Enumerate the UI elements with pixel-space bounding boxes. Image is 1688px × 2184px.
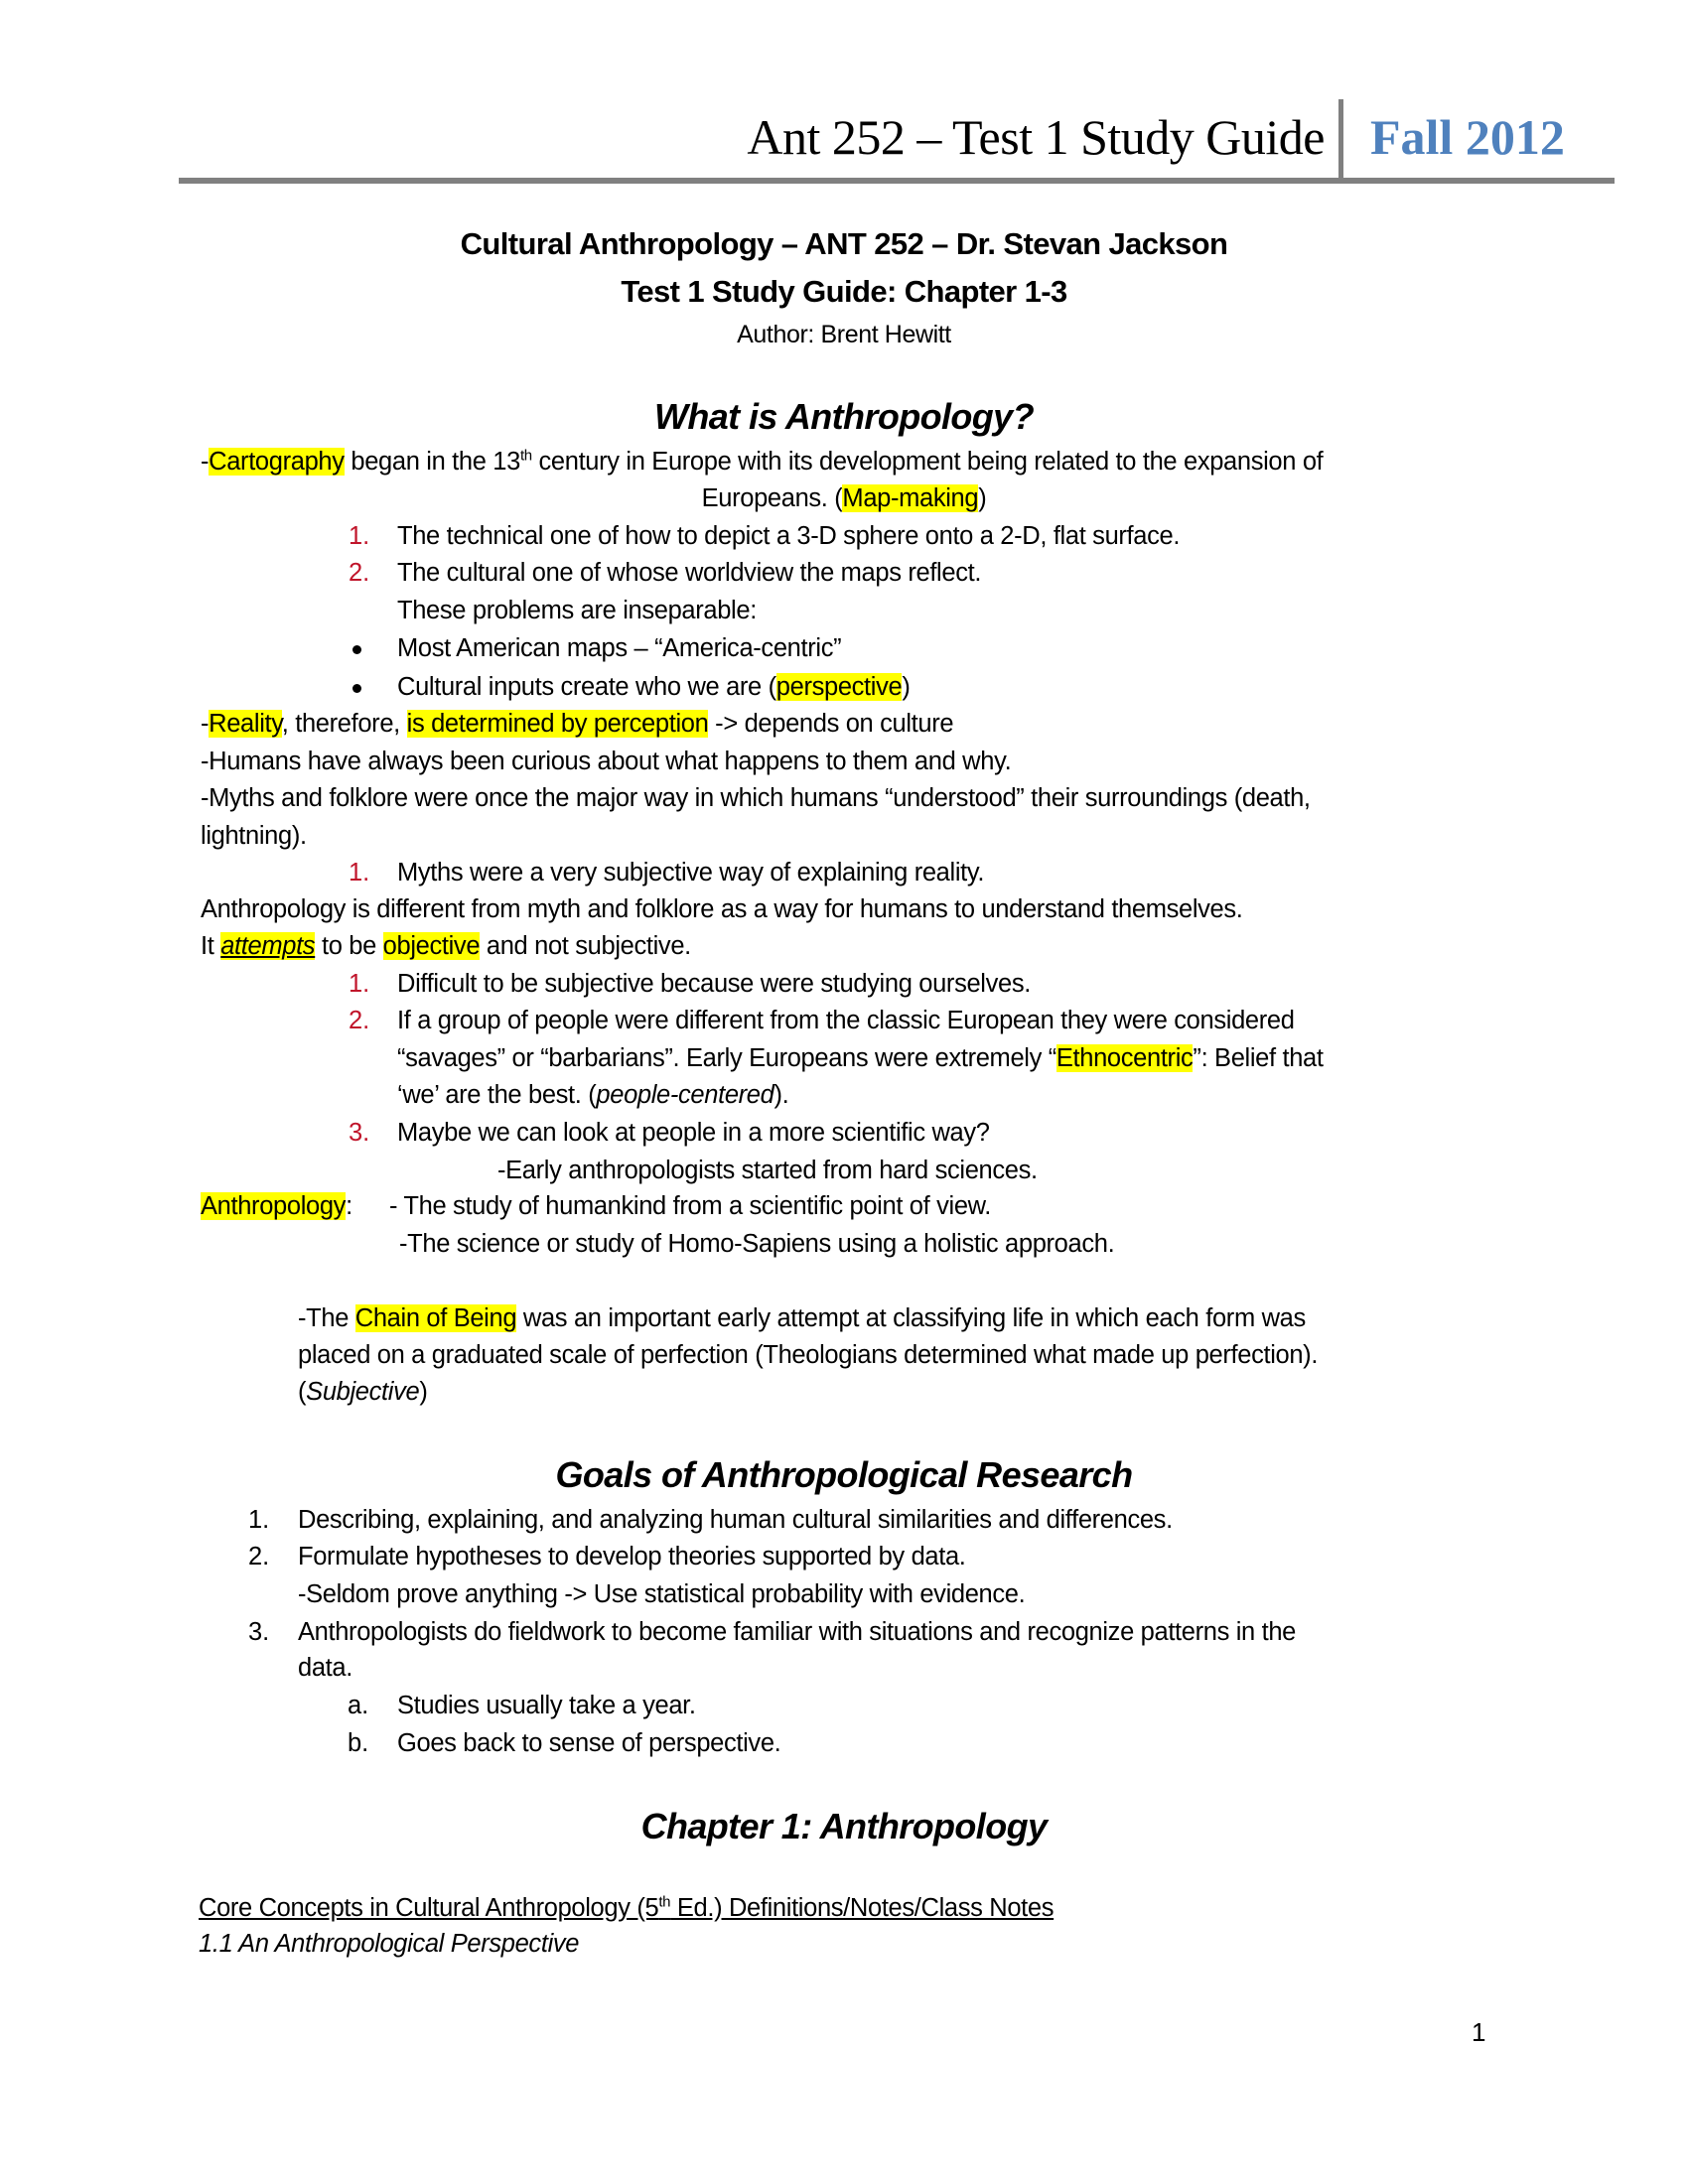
list-number: 1. — [248, 1506, 270, 1534]
list-number: 2. — [349, 559, 370, 587]
list-number: 1. — [349, 859, 370, 887]
header-separator — [1338, 99, 1343, 183]
highlight-chain-of-being: Chain of Being — [354, 1304, 517, 1332]
highlight-perspective: perspective — [775, 673, 903, 701]
problems-note: These problems are inseparable: — [397, 597, 757, 624]
header-term: Fall 2012 — [1370, 109, 1565, 165]
highlight-ethnocentric: Ethnocentric — [1055, 1044, 1194, 1072]
goal-item-continued: data. — [298, 1654, 352, 1682]
definition-term-line: Anthropology: — [201, 1192, 352, 1220]
list-letter: b. — [348, 1729, 369, 1757]
goal-subitem: Goes back to sense of perspective. — [397, 1729, 781, 1757]
list-item-continued: “savages” or “barbarians”. Early Europeans were extremely “Ethnocentric”: Belief that — [397, 1044, 1324, 1072]
list-item: The technical one of how to depict a 3-D sphere onto a 2-D, flat surface. — [397, 522, 1181, 550]
goal-item: Formulate hypotheses to develop theories supported by data. — [298, 1543, 966, 1570]
bullet-icon — [352, 645, 361, 654]
list-number: 2. — [248, 1543, 270, 1570]
chain-of-being-line-3: (Subjective) — [298, 1378, 428, 1406]
section-heading-what-is-anthropology: What is Anthropology? — [653, 396, 1034, 437]
section-heading-chapter-1: Chapter 1: Anthropology — [640, 1806, 1048, 1846]
list-item: Difficult to be subjective because were studying ourselves. — [397, 970, 1031, 998]
chain-of-being-line-2: placed on a graduated scale of perfection (Theologians determined what made up perfection). — [298, 1341, 1319, 1369]
highlight-map-making: Map-making — [842, 484, 979, 512]
goal-subitem: Studies usually take a year. — [397, 1692, 696, 1719]
list-item: Maybe we can look at people in a more scientific way? — [397, 1119, 990, 1147]
list-number: 1. — [349, 970, 370, 998]
chain-of-being-line: -The Chain of Being was an important early attempt at classifying life in which each form was — [298, 1304, 1306, 1332]
reality-line: -Reality, therefore, is determined by perception -> depends on culture — [201, 710, 954, 738]
list-item: If a group of people were different from the classic European they were considered — [397, 1007, 1295, 1034]
list-number: 1. — [349, 522, 370, 550]
list-item-subnote: -Early anthropologists started from hard sciences. — [497, 1157, 1038, 1184]
goal-item: Describing, explaining, and analyzing human cultural similarities and differences. — [298, 1506, 1173, 1534]
list-number: 3. — [248, 1618, 270, 1646]
bullet-item: Cultural inputs create who we are (perspective) — [397, 673, 911, 701]
highlight-cartography: Cartography — [209, 448, 345, 476]
cartography-line-2: Europeans. (Map-making) — [701, 484, 987, 512]
author-line: Author: Brent Hewitt — [737, 321, 951, 348]
list-item: Myths were a very subjective way of explaining reality. — [397, 859, 985, 887]
highlight-reality: Reality — [209, 710, 282, 738]
myths-line-2: lightning). — [201, 822, 307, 850]
goal-item-note: -Seldom prove anything -> Use statistical probability with evidence. — [298, 1580, 1026, 1608]
list-item: The cultural one of whose worldview the maps reflect. — [397, 559, 982, 587]
course-title: Cultural Anthropology – ANT 252 – Dr. Stevan Jackson — [460, 226, 1228, 261]
definition-1: - The study of humankind from a scientific point of view. — [389, 1192, 992, 1220]
goal-item: Anthropologists do fieldwork to become familiar with situations and recognize patterns in the — [298, 1618, 1297, 1646]
core-concepts-line: Core Concepts in Cultural Anthropology (5th Ed.) Definitions/Notes/Class Notes — [199, 1893, 1055, 1922]
list-number: 2. — [349, 1007, 370, 1034]
header-rule — [179, 178, 1615, 184]
attempts-line: It attempts to be objective and not subjective. — [201, 932, 691, 960]
page-number: 1 — [1472, 2017, 1486, 2047]
list-number: 3. — [349, 1119, 370, 1147]
subsection-title: 1.1 An Anthropological Perspective — [199, 1930, 580, 1958]
definition-2: -The science or study of Homo-Sapiens using a holistic approach. — [399, 1230, 1115, 1258]
guide-title: Test 1 Study Guide: Chapter 1-3 — [621, 274, 1067, 309]
bullet-item: Most American maps – “America-centric” — [397, 634, 842, 662]
highlight-perception: is determined by perception — [406, 710, 709, 738]
highlight-anthropology: Anthropology — [201, 1192, 347, 1220]
anthro-diff-line: Anthropology is different from myth and folklore as a way for humans to understand themselves. — [201, 895, 1243, 923]
bullet-icon — [352, 684, 361, 693]
cartography-line: -Cartography began in the 13th century in Europe with its development being related to the expansion of — [201, 447, 1324, 476]
list-item-continued: ‘we’ are the best. (people-centered). — [397, 1081, 789, 1109]
highlight-objective: objective — [382, 932, 481, 960]
header-title: Ant 252 – Test 1 Study Guide — [747, 109, 1325, 165]
highlight-attempts: attempts — [220, 932, 316, 960]
myths-line: -Myths and folklore were once the major way in which humans “understood” their surroundings (death, — [201, 784, 1311, 812]
humans-line: -Humans have always been curious about what happens to them and why. — [201, 748, 1012, 775]
list-letter: a. — [348, 1692, 369, 1719]
section-heading-goals: Goals of Anthropological Research — [555, 1454, 1133, 1495]
